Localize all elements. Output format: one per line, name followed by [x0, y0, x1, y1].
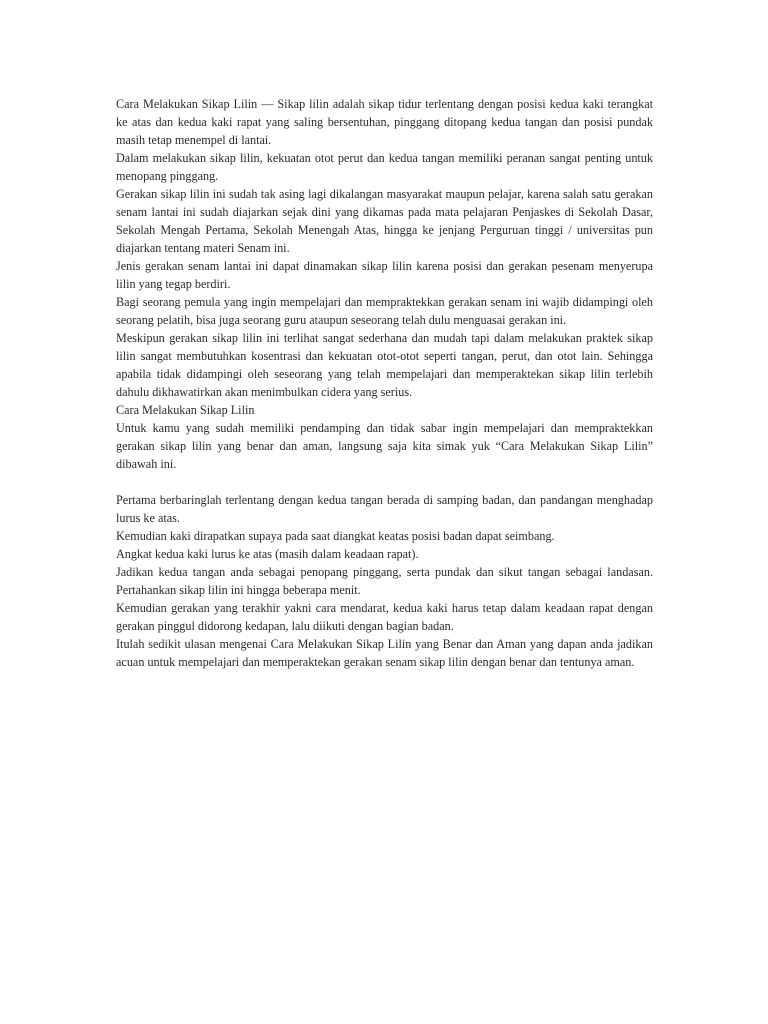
paragraph-conclusion: Itulah sedikit ulasan mengenai Cara Melakukan Sikap Lilin yang Benar dan Aman yang dapan anda jadikan acuan untuk mempelajari dan memperaktekan gerakan senam sikap lilin dengan benar dan tentunya aman.: [116, 637, 653, 669]
step-2: Kemudian kaki dirapatkan supaya pada saat diangkat keatas posisi badan dapat seimbang.: [116, 529, 555, 543]
step-1: Pertama berbaringlah terlentang dengan kedua tangan berada di samping badan, dan pandangan menghadap lurus ke atas.: [116, 493, 653, 525]
document-body: [116, 95, 653, 671]
paragraph-lead-in: Untuk kamu yang sudah memiliki pendamping dan tidak sabar ingin mempelajari dan mempraktekkan gerakan sikap lilin yang benar dan aman, langsung saja kita simak yuk “Cara Melakukan Sikap Lilin” dibawah ini.: [116, 421, 653, 471]
paragraph-naming: Jenis gerakan senam lantai ini dapat dinamakan sikap lilin karena posisi dan gerakan pesenam menyerupa lilin yang tegap berdiri.: [116, 259, 653, 291]
section-heading: Cara Melakukan Sikap Lilin: [116, 403, 255, 417]
step-4: Jadikan kedua tangan anda sebagai penopang pinggang, serta pundak dan sikut tangan sebagai landasan. Pertahankan sikap lilin ini hingga beberapa menit.: [116, 565, 653, 597]
step-3: Angkat kedua kaki lurus ke atas (masih dalam keadaan rapat).: [116, 547, 419, 561]
step-5: Kemudian gerakan yang terakhir yakni cara mendarat, kedua kaki harus tetap dalam keadaan rapat dengan gerakan pinggul didorong kedapan, lalu diikuti dengan bagian badan.: [116, 601, 653, 633]
paragraph-beginner: Bagi seorang pemula yang ingin mempelajari dan mempraktekkan gerakan senam ini wajib didampingi oleh seorang pelatih, bisa juga seorang guru ataupun seseorang telah dulu menguasai gerakan ini.: [116, 295, 653, 327]
paragraph-familiarity: Gerakan sikap lilin ini sudah tak asing lagi dikalangan masyarakat maupun pelajar, karena salah satu gerakan senam lantai ini sudah diajarkan sejak dini yang dikamas pada mata pelajaran Penjaskes di Sekolah Dasar, Sekolah Mengah Pertama, Sekolah Menengah Atas, hingga ke jenjang Perguruan tinggi / universitas pun diajarkan tentang materi Senam ini.: [116, 187, 653, 255]
paragraph-intro: Cara Melakukan Sikap Lilin — Sikap lilin adalah sikap tidur terlentang dengan posisi kedua kaki terangkat ke atas dan kedua kaki rapat yang saling bersentuhan, pinggang ditopang kedua tangan dan posisi pundak masih tetap menempel di lantai.: [116, 97, 653, 147]
paragraph-core-strength: Dalam melakukan sikap lilin, kekuatan otot perut dan kedua tangan memiliki peranan sangat penting untuk menopang pinggang.: [116, 151, 653, 183]
paragraph-caution: Meskipun gerakan sikap lilin ini terlihat sangat sederhana dan mudah tapi dalam melakukan praktek sikap lilin sangat membutuhkan kosentrasi dan kekuatan otot-otot seperti tangan, perut, dan otot lain. Sehingga apabila tidak didampingi oleh seseorang yang telah mempelajari dan memperaktekan sikap lilin terlebih dahulu dikhawatirkan akan menimbulkan cidera yang serius.: [116, 331, 653, 399]
